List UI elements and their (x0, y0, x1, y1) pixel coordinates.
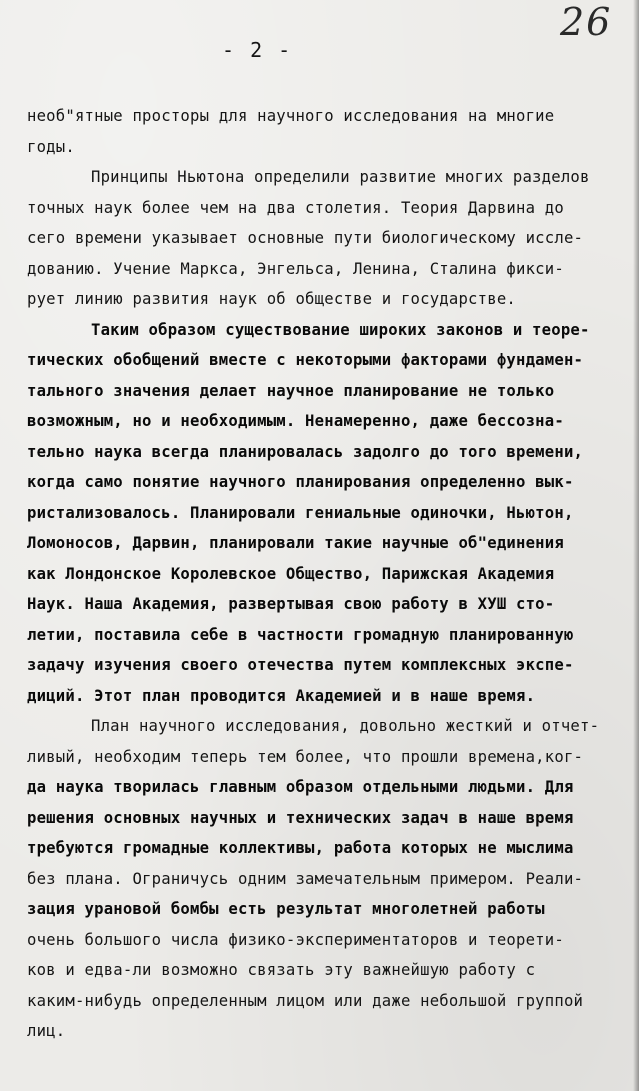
text-line: рует линию развития наук об обществе и государстве. (27, 290, 516, 308)
text-line: возможным, но и необходимым. Ненамеренно, даже бессозна- (27, 412, 564, 430)
text-line: необ"ятные просторы для научного исследования на многие (27, 107, 555, 125)
text-line: План научного исследования, довольно жесткий и отчет- (91, 717, 600, 735)
text-line: без плана. Ограничусь одним замечательным примером. Реали- (27, 869, 584, 888)
text-line: когда само понятие научного планирования определенно вык- (27, 473, 574, 491)
text-line: ристализовалось. Планировали гениальные одиночки, Ньютон, (27, 503, 574, 522)
text-line: да наука творилась главным образом отдельными людьми. Для (27, 778, 574, 796)
text-line: как Лондонское Королевское Общество, Парижская Академия (27, 564, 555, 583)
text-line: тального значения делает научное планирование не только (27, 381, 555, 400)
text-line: диций. Этот план проводится Академией и в наше время. (27, 686, 536, 705)
text-line: задачу изучения своего отечества путем комплексных экспе- (27, 656, 574, 674)
text-line: лиц. (27, 1022, 66, 1040)
text-line: решения основных научных и технических задач в наше время (27, 808, 574, 827)
text-line: тических обобщений вместе с некоторыми факторами фундамен- (27, 351, 584, 369)
text-line: Ломоносов, Дарвин, планировали такие научные об"единения (27, 534, 564, 552)
text-line: дованию. Учение Маркса, Энгельса, Ленина, Сталина фикси- (27, 259, 564, 278)
text-line: Таким образом существование широких законов и теоре- (91, 320, 590, 339)
text-line: зация урановой бомбы есть результат многолетней работы (27, 900, 545, 918)
handwritten-page-number: 26 (560, 0, 613, 44)
text-line: точных наук более чем на два столетия. Теория Дарвина до (27, 198, 564, 217)
text-line: Принципы Ньютона определили развитие многих разделов (91, 168, 590, 186)
text-line: требуются громадные коллективы, работа которых не мыслима (27, 839, 574, 857)
typed-page-number: - 2 - (222, 38, 293, 62)
text-line: ливый, необходим теперь тем более, что прошли времена,ког- (27, 747, 584, 766)
text-line: летии, поставила себе в частности громадную планированную (27, 625, 574, 644)
typed-body-text (27, 101, 635, 1047)
text-line: Наук. Наша Академия, развертывая свою работу в ХУШ сто- (27, 595, 555, 613)
text-line: годы. (27, 137, 75, 156)
text-line: ков и едва-ли возможно связать эту важнейшую работу с (27, 961, 536, 979)
text-line: тельно наука всегда планировалась задолго до того времени, (27, 442, 584, 461)
text-line: очень большого числа физико-экспериментаторов и теорети- (27, 930, 564, 949)
text-line: каким-нибудь определенным лицом или даже небольшой группой (27, 991, 584, 1010)
text-line: сего времени указывает основные пути биологическому иссле- (27, 229, 584, 247)
